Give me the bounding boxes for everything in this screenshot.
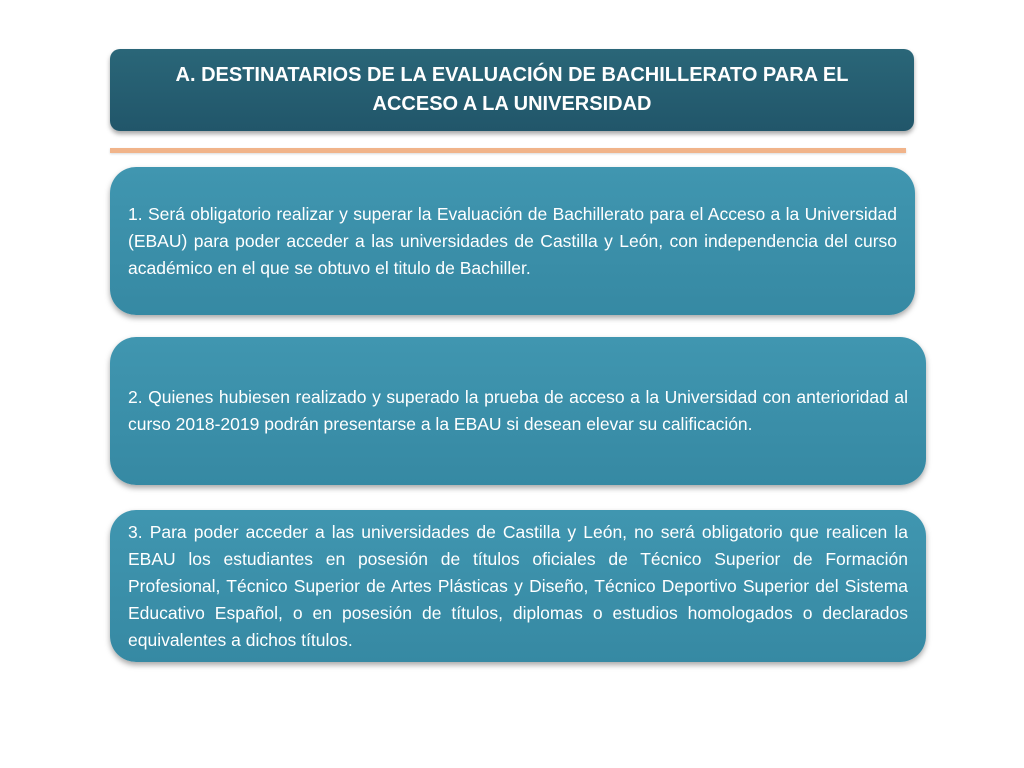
slide-title: A. DESTINATARIOS DE LA EVALUACIÓN DE BACHILLERATO PARA EL ACCESO A LA UNIVERSIDAD — [175, 64, 849, 115]
point-card-3 — [110, 510, 926, 662]
point-card-1 — [110, 167, 915, 315]
point-text-3: 3. Para poder acceder a las universidades de Castilla y León, no será obligatorio que realicen la EBAU los estudiantes en posesión de títulos oficiales de Técnico Superior de Formación Profesional, Técnico Superior de Artes Plásticas y Diseño, Técnico Deportivo Superior del Sistema Educativo Español, o en posesión de títulos, diplomas o estudios homologados o declarados equivalentes a dichos títulos. — [128, 521, 908, 650]
title-divider — [110, 148, 906, 153]
point-text-2: 2. Quienes hubiesen realizado y superado la prueba de acceso a la Universidad con anterioridad al curso 2018-2019 podrán presentarse a la EBAU si desean elevar su calificación. — [128, 387, 908, 434]
point-card-2 — [110, 337, 926, 485]
point-text-1: 1. Será obligatorio realizar y superar la Evaluación de Bachillerato para el Acceso a la Universidad (EBAU) para poder acceder a las universidades de Castilla y León, con independencia del curso académico en el que se obtuvo el titulo de Bachiller. — [128, 203, 897, 278]
slide-title-box — [110, 49, 914, 131]
